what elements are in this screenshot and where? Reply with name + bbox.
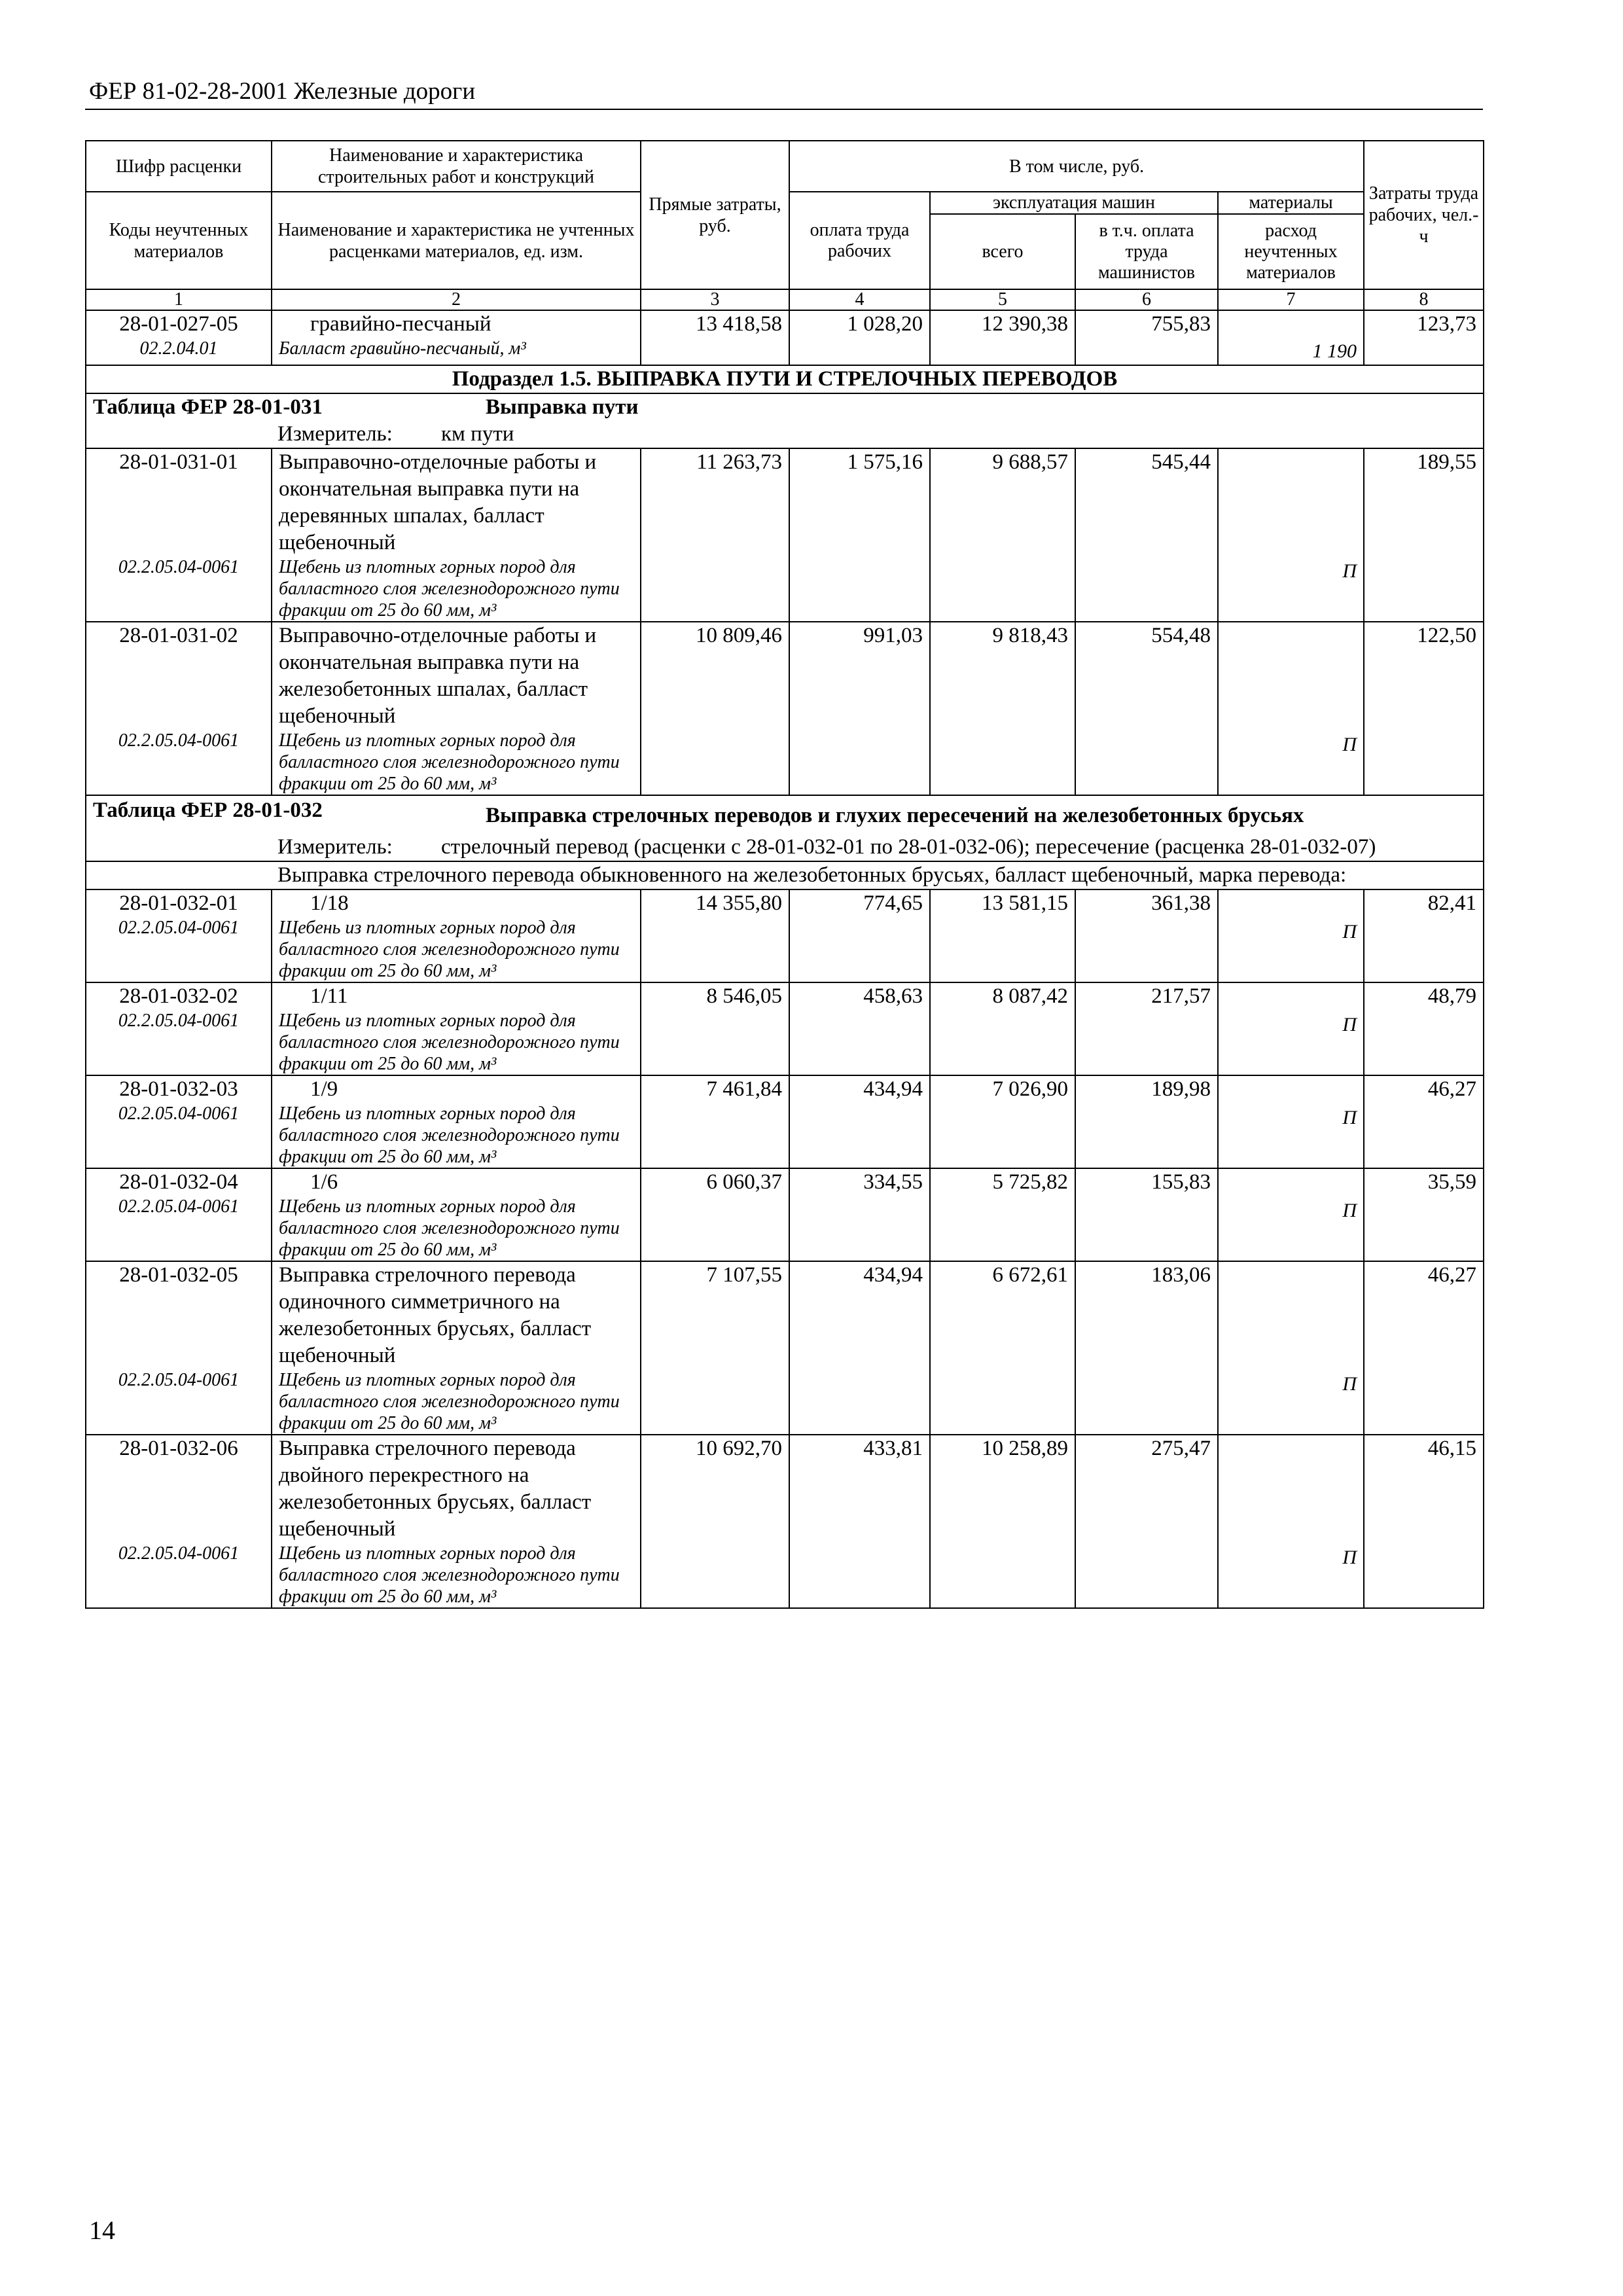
machines-labor: 189,98	[1075, 1075, 1218, 1168]
rates-table	[85, 140, 1484, 1609]
table-title: Выправка пути	[486, 395, 639, 419]
rate-code-cell	[86, 889, 272, 982]
rate-code: 28-01-031-01	[119, 450, 238, 474]
material-name: Щебень из плотных горных пород для балластного слоя железнодорожного пути фракции от 25 до 60 мм, м³	[279, 1370, 620, 1433]
col-machines-header: эксплуатация машин	[930, 192, 1218, 214]
rate-name: Выправка стрелочного перевода одиночного симметричного на железобетонных брусьях, балласт щебеночный	[279, 1263, 592, 1367]
machines-total: 9 688,57	[930, 448, 1075, 622]
material-qty: 1 190	[1312, 340, 1357, 362]
rate-code-cell	[86, 448, 272, 622]
col-labor-cost-header: Затраты труда рабочих, чел.-ч	[1364, 141, 1484, 289]
machines-total: 12 390,38	[930, 310, 1075, 365]
table-row	[86, 622, 1484, 795]
rate-code-cell	[86, 1075, 272, 1168]
direct-cost: 14 355,80	[641, 889, 789, 982]
table-row	[86, 1261, 1484, 1435]
col-materials-header: материалы	[1218, 192, 1364, 214]
labor-pay: 1 575,16	[789, 448, 930, 622]
rate-code-cell	[86, 1261, 272, 1435]
page-number: 14	[89, 2215, 115, 2245]
table-row	[86, 310, 1484, 365]
rate-name: Выправочно-отделочные работы и окончательная выправка пути на деревянных шпалах, балласт щебеночный	[279, 450, 597, 554]
material-name: Щебень из плотных горных пород для балластного слоя железнодорожного пути фракции от 25 до 60 мм, м³	[279, 1543, 620, 1607]
material-code: 02.2.05.04-0061	[118, 1196, 240, 1217]
rate-name: Выправка стрелочного перевода двойного перекрестного на железобетонных брусьях, балласт щебеночный	[279, 1437, 592, 1541]
column-number: 2	[272, 289, 641, 310]
col-matcode-header: Коды неучтенных материалов	[86, 192, 272, 289]
machines-labor: 183,06	[1075, 1261, 1218, 1435]
labor-pay: 458,63	[789, 982, 930, 1075]
col-labor-pay-header: оплата труда рабочих	[789, 192, 930, 289]
labor-pay: 433,81	[789, 1435, 930, 1608]
labor-hours: 122,50	[1364, 622, 1484, 795]
measure-cell	[86, 834, 1484, 861]
rate-name: 1/6	[310, 1170, 338, 1194]
material-code: 02.2.05.04-0061	[118, 557, 240, 577]
rate-code: 28-01-031-02	[119, 624, 238, 647]
direct-cost: 7 107,55	[641, 1261, 789, 1435]
labor-pay: 991,03	[789, 622, 930, 795]
group-intro: Выправка стрелочного перевода обыкновенного на железобетонных брусьях, балласт щебеночный, марка перевода:	[86, 861, 1484, 889]
machines-labor: 361,38	[1075, 889, 1218, 982]
rate-name: 1/18	[310, 891, 349, 915]
column-number: 7	[1218, 289, 1364, 310]
material-name: Щебень из плотных горных пород для балластного слоя железнодорожного пути фракции от 25 до 60 мм, м³	[279, 1196, 620, 1260]
table-number: Таблица ФЕР 28-01-031	[93, 395, 323, 419]
column-number: 4	[789, 289, 930, 310]
material-qty-cell	[1218, 889, 1364, 982]
table-row	[86, 982, 1484, 1075]
material-qty-cell	[1218, 982, 1364, 1075]
table-title-cell	[86, 795, 1484, 834]
column-number: 1	[86, 289, 272, 310]
material-qty-cell	[1218, 1435, 1364, 1608]
column-number: 3	[641, 289, 789, 310]
direct-cost: 6 060,37	[641, 1168, 789, 1261]
measure-value: стрелочный перевод (расценки с 28-01-032-01 по 28-01-032-06); пересечение (расценка 28-01-032-07)	[441, 835, 1376, 859]
material-qty-cell	[1218, 448, 1364, 622]
material-qty-cell	[1218, 1075, 1364, 1168]
material-code: 02.2.04.01	[139, 338, 218, 359]
column-number: 8	[1364, 289, 1484, 310]
table-row	[86, 889, 1484, 982]
rate-code-cell	[86, 1435, 272, 1608]
labor-pay: 334,55	[789, 1168, 930, 1261]
material-name: Щебень из плотных горных пород для балластного слоя железнодорожного пути фракции от 25 до 60 мм, м³	[279, 557, 620, 620]
rate-code-cell	[86, 1168, 272, 1261]
col-direct-header: Прямые затраты, руб.	[641, 141, 789, 289]
labor-hours: 46,27	[1364, 1261, 1484, 1435]
rate-name-cell	[272, 622, 641, 795]
table-number: Таблица ФЕР 28-01-032	[93, 798, 323, 822]
material-name: Щебень из плотных горных пород для балластного слоя железнодорожного пути фракции от 25 до 60 мм, м³	[279, 918, 620, 981]
rate-name: гравийно-песчаный	[310, 312, 491, 336]
table-row	[86, 1075, 1484, 1168]
rate-name-cell	[272, 1261, 641, 1435]
machines-total: 13 581,15	[930, 889, 1075, 982]
measure-label: Измеритель:	[277, 422, 393, 446]
col-machines-labor-header: в т.ч. оплата труда машинистов	[1075, 214, 1218, 289]
material-name: Щебень из плотных горных пород для балластного слоя железнодорожного пути фракции от 25 до 60 мм, м³	[279, 1011, 620, 1074]
machines-labor: 217,57	[1075, 982, 1218, 1075]
column-number: 5	[930, 289, 1075, 310]
material-qty: П	[1342, 1200, 1357, 1221]
labor-pay: 774,65	[789, 889, 930, 982]
material-qty: П	[1342, 1107, 1357, 1128]
rate-name-cell	[272, 448, 641, 622]
rate-name-cell	[272, 982, 641, 1075]
column-number: 6	[1075, 289, 1218, 310]
material-qty: П	[1342, 921, 1357, 942]
material-name: Щебень из плотных горных пород для балластного слоя железнодорожного пути фракции от 25 до 60 мм, м³	[279, 1103, 620, 1167]
table-row	[86, 1168, 1484, 1261]
machines-total: 5 725,82	[930, 1168, 1075, 1261]
rate-name-cell	[272, 1075, 641, 1168]
col-materials-sub-header: расход неучтенных материалов	[1218, 214, 1364, 289]
rate-name: 1/9	[310, 1077, 338, 1101]
rate-name-cell	[272, 889, 641, 982]
material-code: 02.2.05.04-0061	[118, 1370, 240, 1390]
rate-name-cell	[272, 1168, 641, 1261]
col-machines-total-header: всего	[930, 214, 1075, 289]
rate-code: 28-01-027-05	[119, 312, 238, 336]
labor-hours: 82,41	[1364, 889, 1484, 982]
material-qty-cell	[1218, 1261, 1364, 1435]
col-name-header: Наименование и характеристика строительных работ и конструкций	[272, 141, 641, 192]
direct-cost: 10 692,70	[641, 1435, 789, 1608]
material-code: 02.2.05.04-0061	[118, 730, 240, 751]
column-numbers-row	[86, 289, 1484, 310]
table-title: Выправка стрелочных переводов и глухих пересечений на железобетонных брусьях	[486, 804, 1304, 827]
labor-hours: 46,15	[1364, 1435, 1484, 1608]
table-row	[86, 1435, 1484, 1608]
direct-cost: 10 809,46	[641, 622, 789, 795]
direct-cost: 13 418,58	[641, 310, 789, 365]
header-rule	[85, 109, 1483, 110]
machines-labor: 554,48	[1075, 622, 1218, 795]
labor-pay: 434,94	[789, 1261, 930, 1435]
labor-hours: 123,73	[1364, 310, 1484, 365]
col-incl-header: В том числе, руб.	[789, 141, 1364, 192]
labor-hours: 35,59	[1364, 1168, 1484, 1261]
labor-hours: 46,27	[1364, 1075, 1484, 1168]
machines-total: 10 258,89	[930, 1435, 1075, 1608]
labor-hours: 189,55	[1364, 448, 1484, 622]
material-qty: П	[1342, 1014, 1357, 1035]
material-code: 02.2.05.04-0061	[118, 1011, 240, 1031]
material-name: Балласт гравийно-песчаный, м³	[279, 338, 526, 359]
page-header-title: ФЕР 81-02-28-2001 Железные дороги	[89, 78, 476, 105]
rate-code-cell	[86, 982, 272, 1075]
measure-label: Измеритель:	[277, 835, 393, 859]
rate-name: 1/11	[310, 984, 348, 1008]
rate-code: 28-01-032-02	[119, 984, 238, 1008]
rate-code: 28-01-032-06	[119, 1437, 238, 1460]
machines-labor: 275,47	[1075, 1435, 1218, 1608]
col-matname-header: Наименование и характеристика не учтенных расценками материалов, ед. изм.	[272, 192, 641, 289]
machines-total: 8 087,42	[930, 982, 1075, 1075]
material-code: 02.2.05.04-0061	[118, 918, 240, 938]
machines-labor: 755,83	[1075, 310, 1218, 365]
material-qty-cell	[1218, 622, 1364, 795]
direct-cost: 7 461,84	[641, 1075, 789, 1168]
rate-name: Выправочно-отделочные работы и окончательная выправка пути на железобетонных шпалах, балласт щебеночный	[279, 624, 597, 728]
material-qty-cell	[1218, 1168, 1364, 1261]
section-title: Подраздел 1.5. ВЫПРАВКА ПУТИ И СТРЕЛОЧНЫХ ПЕРЕВОДОВ	[86, 365, 1484, 393]
material-code: 02.2.05.04-0061	[118, 1543, 240, 1564]
rate-code: 28-01-032-05	[119, 1263, 238, 1287]
rate-code: 28-01-032-03	[119, 1077, 238, 1101]
material-qty: П	[1342, 560, 1357, 582]
rate-code-cell	[86, 622, 272, 795]
table-row	[86, 448, 1484, 622]
material-qty: П	[1342, 1373, 1357, 1395]
material-name: Щебень из плотных горных пород для балластного слоя железнодорожного пути фракции от 25 до 60 мм, м³	[279, 730, 620, 794]
rate-code: 28-01-032-01	[119, 891, 238, 915]
labor-hours: 48,79	[1364, 982, 1484, 1075]
direct-cost: 11 263,73	[641, 448, 789, 622]
rate-code: 28-01-032-04	[119, 1170, 238, 1194]
machines-total: 9 818,43	[930, 622, 1075, 795]
material-qty: П	[1342, 734, 1357, 755]
col-code-header: Шифр расценки	[86, 141, 272, 192]
machines-total: 7 026,90	[930, 1075, 1075, 1168]
direct-cost: 8 546,05	[641, 982, 789, 1075]
machines-labor: 545,44	[1075, 448, 1218, 622]
rate-name-cell	[272, 1435, 641, 1608]
measure-value: км пути	[441, 422, 514, 446]
labor-pay: 434,94	[789, 1075, 930, 1168]
material-qty: П	[1342, 1547, 1357, 1568]
machines-labor: 155,83	[1075, 1168, 1218, 1261]
labor-pay: 1 028,20	[789, 310, 930, 365]
material-code: 02.2.05.04-0061	[118, 1103, 240, 1124]
machines-total: 6 672,61	[930, 1261, 1075, 1435]
